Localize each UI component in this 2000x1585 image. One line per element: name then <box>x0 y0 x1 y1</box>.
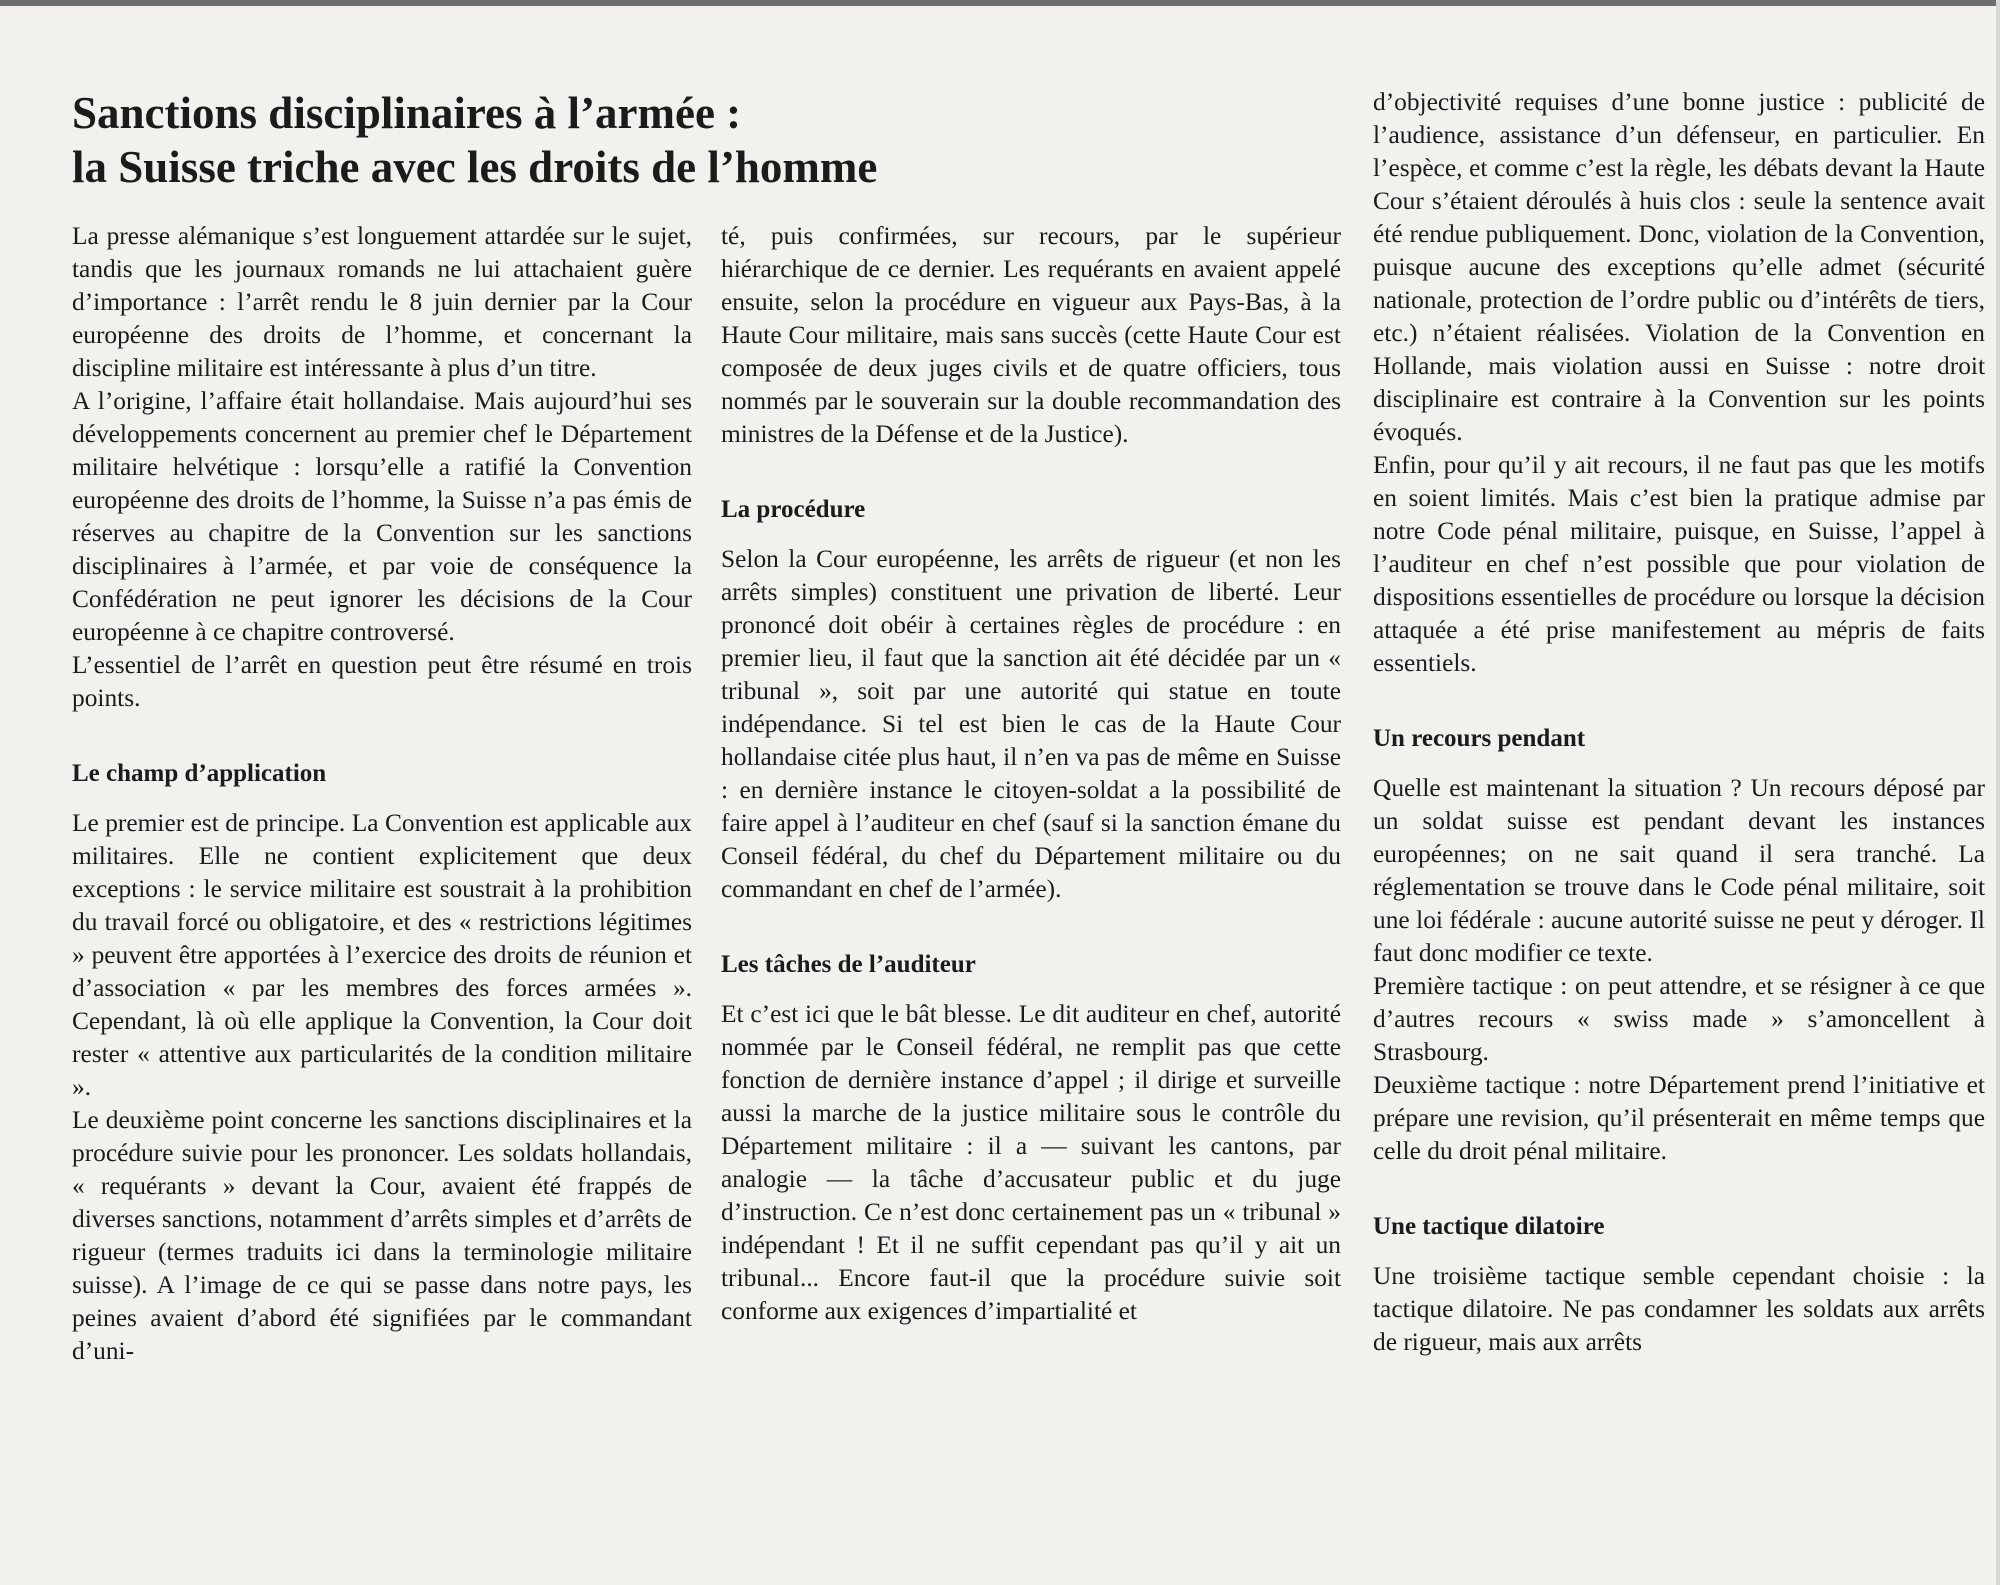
top-border-rule <box>0 0 2000 6</box>
paragraph: té, puis confirmées, sur recours, par le supérieur hiérarchique de ce dernier. Les requérants en avaient appelé ensuite, selon la procédure en vigueur aux Pays-Bas, à la Haute Cour militaire, mais sans succès (cette Haute Cour est composée de deux juges civils et de quatre officiers, tous nommés par le souverain sur la double recommandation des ministres de la Défense et de la Justice). <box>721 222 1341 448</box>
paragraph: d’objectivité requises d’une bonne justice : publicité de l’audience, assistance d’un défenseur, en particulier. En l’espèce, et comme c’est la règle, les débats devant la Haute Cour s’étaient déroulés à huis clos : seule la sentence avait été rendue publiquement. Donc, violation de la Convention, puisque aucune des exceptions qu’elle admet (sécurité nationale, protection de l’ordre public ou d’intérêts de tiers, etc.) n’étaient réalisées. Violation de la Convention en Hollande, mais violation aussi en Suisse : notre droit disciplinaire est contraire à la Convention sur les points évoqués. <box>1373 88 1985 446</box>
text-column-3 <box>1373 86 1985 1359</box>
section-heading: Les tâches de l’auditeur <box>721 951 976 978</box>
article-title <box>72 86 1312 194</box>
paragraph: La presse alémanique s’est longuement attardée sur le sujet, tandis que les journaux romands ne lui attachaient guère d’importance : l’arrêt rendu le 8 juin dernier par la Cour européenne des droits de l’homme, et concernant la discipline militaire est intéressante à plus d’un titre. <box>72 222 692 382</box>
text-column-2 <box>721 220 1341 1328</box>
section-heading: Une tactique dilatoire <box>1373 1213 1605 1240</box>
right-page-edge <box>1996 0 2000 1585</box>
text-column-1 <box>72 220 692 1368</box>
paragraph: Enfin, pour qu’il y ait recours, il ne faut pas que les motifs en soient limités. Mais c’est bien la pratique admise par notre Code pénal militaire, puisque, en Suisse, l’appel à l’auditeur en chef n’est possible que pour violation de dispositions essentielles de procédure ou lorsque la décision attaquée a été prise manifestement au mépris de faits essentiels. <box>1373 451 1985 677</box>
paragraph: Selon la Cour européenne, les arrêts de rigueur (et non les arrêts simples) constituent une privation de liberté. Leur prononcé doit obéir à certaines règles de procédure : en premier lieu, il faut que la sanction ait été décidée par un « tribunal », soit par une autorité qui statue en toute indépendance. Si tel est bien le cas de la Haute Cour hollandaise citée plus haut, il n’en va pas de même en Suisse : en dernière instance le citoyen-soldat a la possibilité de faire appel à l’auditeur en chef (sauf si la sanction émane du Conseil fédéral, du chef du Département militaire ou du commandant en chef de l’armée). <box>721 545 1341 903</box>
paragraph: L’essentiel de l’arrêt en question peut être résumé en trois points. <box>72 651 692 712</box>
section-heading: La procédure <box>721 496 866 523</box>
section-heading: Le champ d’application <box>72 760 327 787</box>
paragraph: Première tactique : on peut attendre, et se résigner à ce que d’autres recours « swiss made » s’amoncellent à Strasbourg. <box>1373 972 1985 1066</box>
paragraph: Quelle est maintenant la situation ? Un recours déposé par un soldat suisse est pendant devant les instances européennes; on ne sait quand il sera tranché. La réglementation se trouve dans le Code pénal militaire, soit une loi fédérale : aucune autorité suisse ne peut y déroger. Il faut donc modifier ce texte. <box>1373 774 1985 967</box>
title-line-2: la Suisse triche avec les droits de l’homme <box>72 142 878 192</box>
title-line-1: Sanctions disciplinaires à l’armée : <box>72 88 742 138</box>
paragraph: Et c’est ici que le bât blesse. Le dit auditeur en chef, autorité nommée par le Conseil fédéral, ne remplit pas que cette fonction de dernière instance d’appel ; il dirige et surveille aussi la marche de la justice militaire sous le contrôle du Département militaire : il a — suivant les cantons, par analogie — la tâche d’accusateur public et du juge d’instruction. Ce n’est donc certainement pas un « tribunal » indépendant ! Et il ne suffit cependant pas qu’il y ait un tribunal... Encore faut-il que la procédure suivie soit conforme aux exigences d’impartialité et <box>721 1000 1341 1325</box>
paragraph: Le premier est de principe. La Convention est applicable aux militaires. Elle ne contient explicitement que deux exceptions : le service militaire est soustrait à la prohibition du travail forcé ou obligatoire, et des « restrictions légitimes » peuvent être apportées à l’exercice des droits de réunion et d’association « par les membres des forces armées ». Cependant, là où elle applique la Convention, la Cour doit rester « attentive aux particularités de la condition militaire ». <box>72 809 692 1101</box>
paragraph: A l’origine, l’affaire était hollandaise. Mais aujourd’hui ses développements concernent au premier chef le Département militaire helvétique : lorsqu’elle a ratifié la Convention européenne des droits de l’homme, la Suisse n’a pas émis de réserves au chapitre de la Convention sur les sanctions disciplinaires à l’armée, et par voie de conséquence la Confédération ne peut ignorer les décisions de la Cour européenne à ce chapitre controversé. <box>72 387 692 646</box>
paragraph: Deuxième tactique : notre Département prend l’initiative et prépare une revision, qu’il présenterait en même temps que celle du droit pénal militaire. <box>1373 1071 1985 1165</box>
paragraph: Le deuxième point concerne les sanctions disciplinaires et la procédure suivie pour les prononcer. Les soldats hollandais, « requérants » devant la Cour, avaient été frappés de diverses sanctions, notamment d’arrêts simples et d’arrêts de rigueur (termes traduits ici dans la terminologie militaire suisse). A l’image de ce qui se passe dans notre pays, les peines avaient d’abord été signifiées par le commandant d’uni- <box>72 1106 692 1365</box>
section-heading: Un recours pendant <box>1373 725 1586 752</box>
paragraph: Une troisième tactique semble cependant choisie : la tactique dilatoire. Ne pas condamner les soldats aux arrêts de rigueur, mais aux arrêts <box>1373 1262 1985 1356</box>
